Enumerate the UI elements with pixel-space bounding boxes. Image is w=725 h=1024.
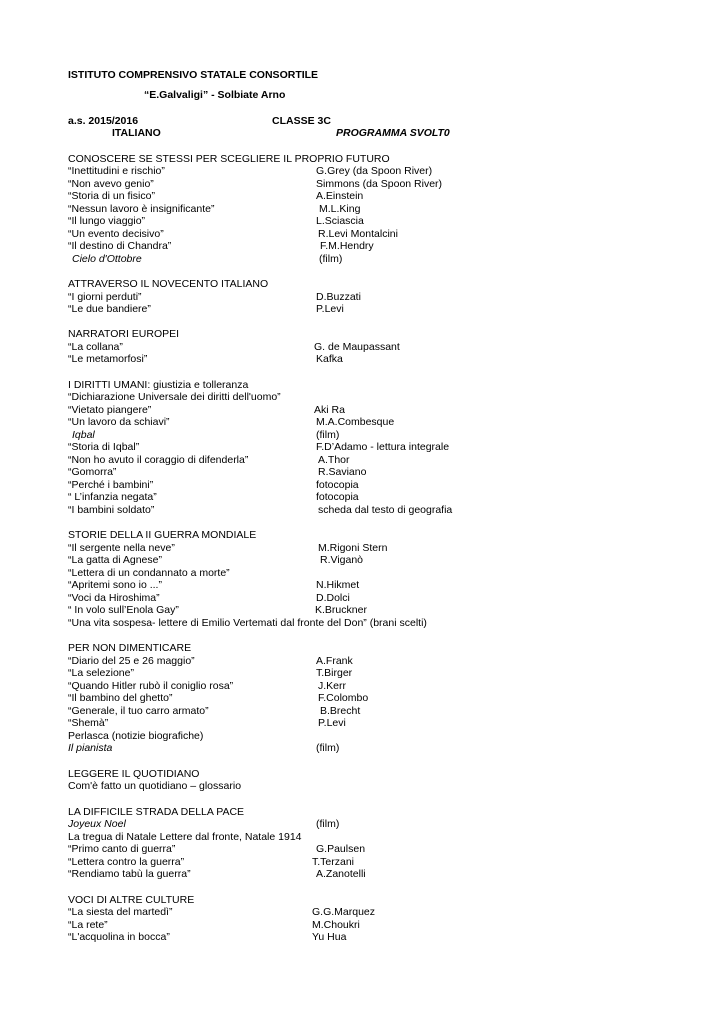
section-title: PER NON DIMENTICARE xyxy=(68,642,192,654)
work-author: D.Buzzati xyxy=(316,291,361,303)
work-author: L.Sciascia xyxy=(316,215,364,227)
work-title: “I bambini soldato” xyxy=(68,504,155,516)
work-author: D.Dolci xyxy=(316,592,350,604)
work-title: Cielo d'Ottobre xyxy=(72,253,142,265)
work-title: “Vietato piangere” xyxy=(68,404,152,416)
work-title: Com'è fatto un quotidiano – glossario xyxy=(68,780,242,792)
work-author: Aki Ra xyxy=(314,404,345,416)
work-author: A.Thor xyxy=(318,454,350,466)
work-author: J.Kerr xyxy=(318,680,347,692)
section-title: ATTRAVERSO IL NOVECENTO ITALIANO xyxy=(68,278,269,290)
work-title: “Gomorra” xyxy=(68,466,117,478)
work-title: “Shemà” xyxy=(68,717,109,729)
work-author: G. de Maupassant xyxy=(314,341,400,353)
work-author: (film) xyxy=(316,429,340,441)
work-author: N.Hikmet xyxy=(316,579,360,591)
work-author: Simmons (da Spoon River) xyxy=(316,178,443,190)
work-author: F.Colombo xyxy=(318,692,369,704)
work-author: Kafka xyxy=(316,353,343,365)
work-title: “La selezione” xyxy=(68,667,134,679)
work-author: F.M.Hendry xyxy=(320,240,374,252)
work-title: “La collana” xyxy=(68,341,123,353)
work-title: “L'acquolina in bocca” xyxy=(68,931,170,943)
work-title: “Le metamorfosi” xyxy=(68,353,148,365)
work-author: A.Zanotelli xyxy=(316,868,366,880)
work-title: “Il sergente nella neve” xyxy=(68,542,175,554)
work-title: “Lettera contro la guerra” xyxy=(68,856,185,868)
work-title: “Lettera di un condannato a morte” xyxy=(68,567,230,579)
work-author: T.Terzani xyxy=(312,856,355,868)
work-author: M.A.Combesque xyxy=(316,416,395,428)
work-title: “Storia di Iqbal” xyxy=(68,441,140,453)
work-author: fotocopia xyxy=(316,491,359,503)
work-title: “Nessun lavoro è insignificante” xyxy=(68,203,215,215)
work-author: P.Levi xyxy=(318,717,346,729)
work-author: scheda dal testo di geografia xyxy=(318,504,453,516)
work-author: M.L.King xyxy=(319,203,361,215)
work-title: “Le due bandiere” xyxy=(68,303,151,315)
work-author: (film) xyxy=(319,253,343,265)
section-title: STORIE DELLA II GUERRA MONDIALE xyxy=(68,529,257,541)
work-title: Perlasca (notizie biografiche) xyxy=(68,730,204,742)
work-author: fotocopia xyxy=(316,479,359,491)
work-author: T.Birger xyxy=(316,667,353,679)
work-title: “Inettitudini e rischio” xyxy=(68,165,165,177)
work-title: “Il lungo viaggio” xyxy=(68,215,146,227)
work-title: “Un evento decisivo” xyxy=(68,228,164,240)
work-title: “Storia di un fisico” xyxy=(68,190,155,202)
subject-label: ITALIANO xyxy=(112,127,161,139)
work-title: “Il destino di Chandra” xyxy=(68,240,172,252)
work-title: “Quando Hitler rubò il coniglio rosa” xyxy=(68,680,234,692)
work-title: “Dichiarazione Universale dei diritti dell'uomo” xyxy=(68,391,281,403)
work-title: “I giorni perduti” xyxy=(68,291,142,303)
work-title: “Apritemi sono io ...” xyxy=(68,579,162,591)
work-author: M.Rigoni Stern xyxy=(318,542,388,554)
work-author: G.Grey (da Spoon River) xyxy=(316,165,433,177)
work-author: (film) xyxy=(316,818,340,830)
work-author: R.Saviano xyxy=(318,466,367,478)
work-title: “Una vita sospesa- lettere di Emilio Vertemati dal fronte del Don” (brani scelti) xyxy=(68,617,427,629)
work-author: Yu Hua xyxy=(312,931,347,943)
work-title: Il pianista xyxy=(68,742,113,754)
work-title: “Primo canto di guerra” xyxy=(68,843,176,855)
work-author: G.Paulsen xyxy=(316,843,366,855)
work-title: “Generale, il tuo carro armato” xyxy=(68,705,209,717)
school-name: “E.Galvaligi” - Solbiate Arno xyxy=(144,89,286,101)
work-title: “Voci da Hiroshima” xyxy=(68,592,160,604)
work-title: “ In volo sull’Enola Gay” xyxy=(68,604,179,616)
work-title: Joyeux Noel xyxy=(68,818,126,830)
work-author: G.G.Marquez xyxy=(312,906,376,918)
work-author: A.Einstein xyxy=(316,190,364,202)
work-title: “La rete” xyxy=(68,919,108,931)
work-title: “ L’infanzia negata” xyxy=(68,491,157,503)
work-author: F.D’Adamo - lettura integrale xyxy=(316,441,450,453)
work-author: A.Frank xyxy=(316,655,353,667)
school-year: a.s. 2015/2016 xyxy=(68,115,139,127)
work-title: “Perché i bambini” xyxy=(68,479,154,491)
work-title: “La gatta di Agnese” xyxy=(68,554,162,566)
work-author: (film) xyxy=(316,742,340,754)
work-title: “Rendiamo tabù la guerra” xyxy=(68,868,191,880)
work-author: M.Choukri xyxy=(312,919,360,931)
class-label: CLASSE 3C xyxy=(272,115,331,127)
work-title: “Non avevo genio” xyxy=(68,178,154,190)
section-title: NARRATORI EUROPEI xyxy=(68,328,180,340)
section-title: I DIRITTI UMANI: giustizia e tolleranza xyxy=(68,379,249,391)
program-label: PROGRAMMA SVOLT0 xyxy=(336,127,450,139)
work-title: “Non ho avuto il coraggio di difenderla” xyxy=(68,454,249,466)
section-title: CONOSCERE SE STESSI PER SCEGLIERE IL PROPRIO FUTURO xyxy=(68,153,390,165)
school-title: ISTITUTO COMPRENSIVO STATALE CONSORTILE xyxy=(68,69,319,81)
work-author: R.Viganò xyxy=(320,554,364,566)
work-title: “Il bambino del ghetto” xyxy=(68,692,173,704)
work-author: P.Levi xyxy=(316,303,344,315)
work-title: “La siesta del martedì” xyxy=(68,906,173,918)
work-title: “Un lavoro da schiavi” xyxy=(68,416,170,428)
work-title: La tregua di Natale Lettere dal fronte, Natale 1914 xyxy=(68,831,302,843)
section-title: LEGGERE IL QUOTIDIANO xyxy=(68,768,200,780)
section-title: LA DIFFICILE STRADA DELLA PACE xyxy=(68,806,245,818)
work-title: “Diario del 25 e 26 maggio” xyxy=(68,655,195,667)
work-author: R.Levi Montalcini xyxy=(318,228,398,240)
work-author: B.Brecht xyxy=(320,705,361,717)
section-title: VOCI DI ALTRE CULTURE xyxy=(68,894,195,906)
work-title: Iqbal xyxy=(72,429,95,441)
work-author: K.Bruckner xyxy=(315,604,367,616)
